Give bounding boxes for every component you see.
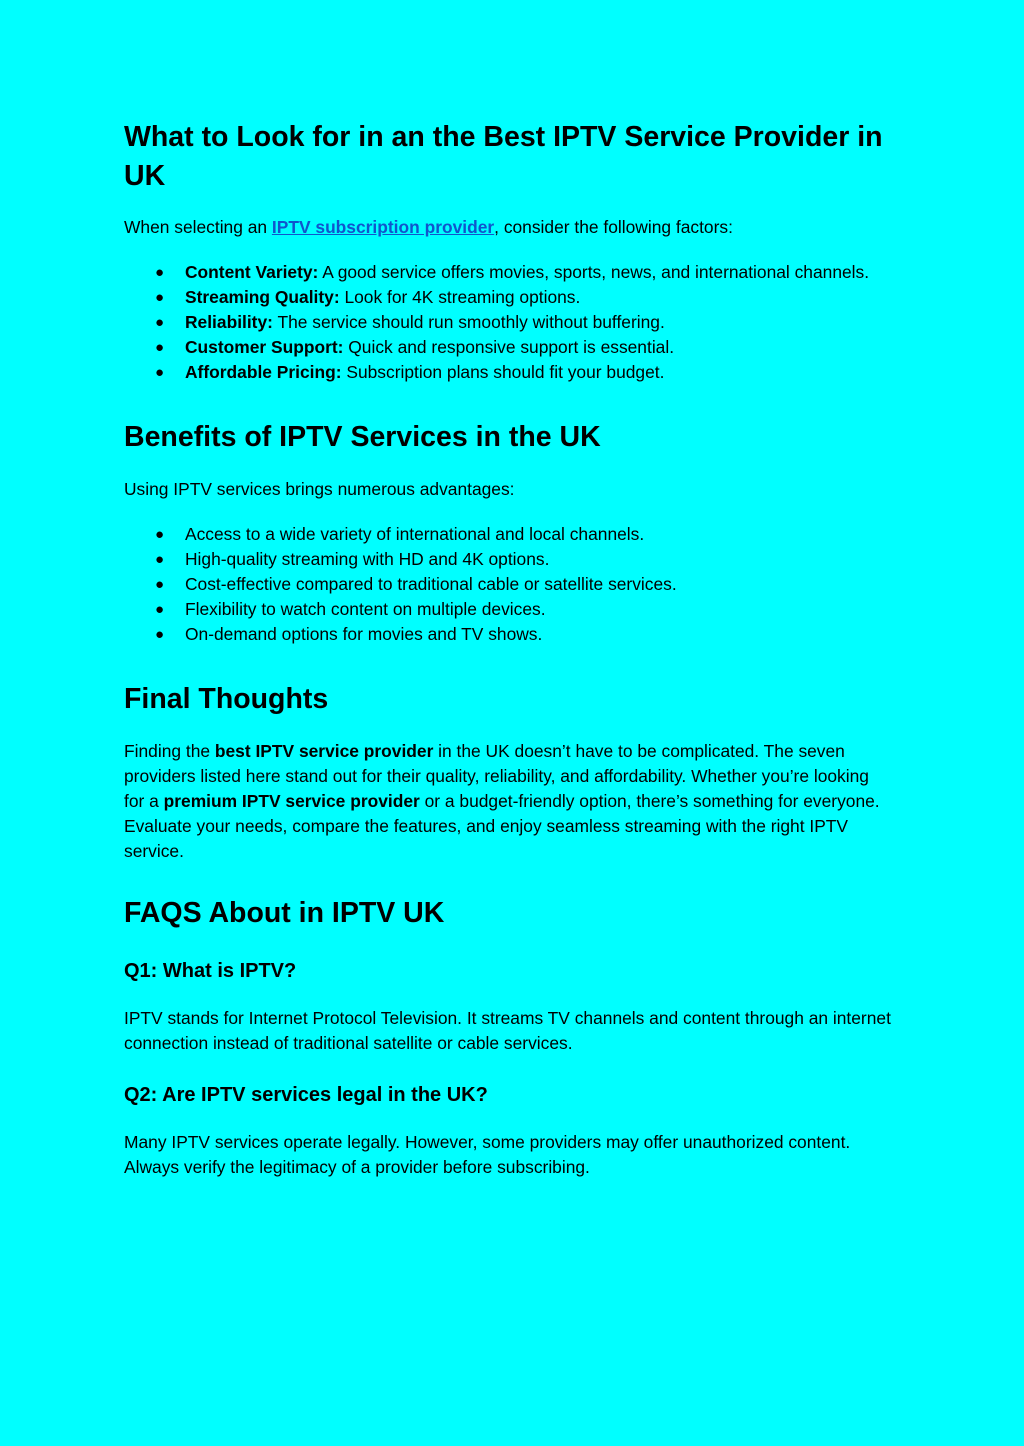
- faq-question: Q2: Are IPTV services legal in the UK?: [124, 1084, 488, 1106]
- item-label: Streaming Quality:: [185, 287, 340, 307]
- item-text: On-demand options for movies and TV shows.: [185, 624, 543, 644]
- bold-text: best IPTV service provider: [214, 741, 434, 761]
- section-heading-benefits: Benefits of IPTV Services in the UK: [124, 421, 601, 453]
- text-run: or a budget-friendly option, there’s something for everyone. Evaluate your needs, compare the features, and enjoy seamless streaming with the right IPTV service.: [124, 791, 880, 861]
- bullet-icon: ●: [155, 601, 165, 618]
- text-run: Finding the: [124, 741, 215, 761]
- text-run: in the UK doesn’t have to be complicated. The seven providers listed here stand out for their quality, reliability, and affordability. Whether you’re looking for a: [124, 741, 869, 811]
- iptv-subscription-provider-link[interactable]: IPTV subscription provider: [271, 217, 495, 237]
- bold-text: premium IPTV service provider: [163, 791, 420, 811]
- benefits-list: [124, 522, 894, 647]
- faq-answer: Many IPTV services operate legally. However, some providers may offer unauthorized content. Always verify the legitimacy of a provider before subscribing.: [124, 1132, 851, 1177]
- list-item: [124, 597, 894, 622]
- list-item: [124, 310, 894, 335]
- final-thoughts-paragraph: [124, 739, 894, 864]
- list-item: [124, 360, 894, 385]
- intro-text-before: When selecting an: [124, 217, 272, 237]
- list-item: [124, 572, 894, 597]
- bullet-icon: ●: [155, 526, 165, 543]
- item-text: Look for 4K streaming options.: [339, 287, 581, 307]
- item-text: Flexibility to watch content on multiple devices.: [185, 599, 546, 619]
- list-item: [124, 260, 894, 285]
- item-text: The service should run smoothly without buffering.: [272, 312, 665, 332]
- factors-list: [124, 260, 894, 385]
- section-heading-faqs: FAQS About in IPTV UK: [124, 897, 445, 929]
- list-item: [124, 285, 894, 310]
- intro-text-after: , consider the following factors:: [494, 217, 733, 237]
- item-label: Affordable Pricing:: [185, 362, 342, 382]
- item-label: Customer Support:: [185, 337, 344, 357]
- look-for-intro: [124, 215, 894, 240]
- item-text: A good service offers movies, sports, news, and international channels.: [318, 262, 870, 282]
- document-page: [124, 118, 894, 1180]
- bullet-icon: ●: [155, 364, 165, 381]
- bullet-icon: ●: [155, 576, 165, 593]
- section-heading-final-thoughts: Final Thoughts: [124, 683, 329, 715]
- bullet-icon: ●: [155, 551, 165, 568]
- faq-answer: IPTV stands for Internet Protocol Television. It streams TV channels and content through an internet connection instead of traditional satellite or cable services.: [124, 1008, 891, 1053]
- list-item: [124, 622, 894, 647]
- bullet-icon: ●: [155, 314, 165, 331]
- item-text: High-quality streaming with HD and 4K options.: [185, 549, 550, 569]
- list-item: [124, 335, 894, 360]
- bullet-icon: ●: [155, 339, 165, 356]
- section-heading-look-for: What to Look for in an the Best IPTV Service Provider in UK: [124, 121, 883, 192]
- item-text: Access to a wide variety of international and local channels.: [185, 524, 645, 544]
- item-label: Reliability:: [185, 312, 273, 332]
- list-item: [124, 547, 894, 572]
- bullet-icon: ●: [155, 289, 165, 306]
- bullet-icon: ●: [155, 626, 165, 643]
- item-text: Subscription plans should fit your budget.: [341, 362, 665, 382]
- item-text: Quick and responsive support is essential.: [343, 337, 675, 357]
- list-item: [124, 522, 894, 547]
- item-text: Cost-effective compared to traditional cable or satellite services.: [185, 574, 677, 594]
- bullet-icon: ●: [155, 264, 165, 281]
- benefits-intro: Using IPTV services brings numerous advantages:: [124, 479, 515, 499]
- faq-question: Q1: What is IPTV?: [124, 960, 297, 982]
- item-label: Content Variety:: [185, 262, 319, 282]
